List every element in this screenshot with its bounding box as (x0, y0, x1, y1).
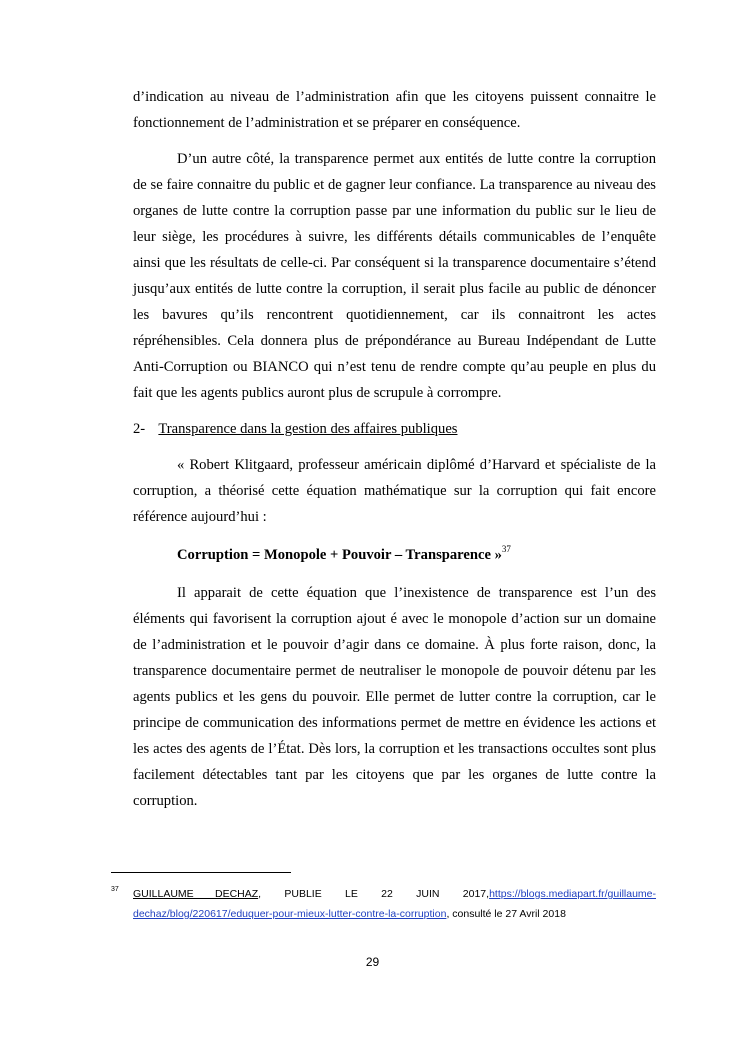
footnote-separator (111, 872, 291, 873)
paragraph-klitgaard-quote: « Robert Klitgaard, professeur américain diplômé d’Harvard et spécialiste de la corruption, a théorisé cette équation mathématique sur la corruption qui fait encore référence aujourd’hui : (133, 457, 656, 525)
corruption-formula (133, 542, 656, 568)
paragraph-equation-analysis: Il apparait de cette équation que l’inexistence de transparence est l’un des éléments qui favorisent la corruption ajout é avec le monopole d’action sur un domaine de l’administration et le pouvoir d’agir dans ce domaine. À plus forte raison, donc, la transparence documentaire permet de neutraliser le monopole de pouvoir détenu par les agents publics et les gens du pouvoir. Elle permet de lutter contre la corruption, car le principe de communication des informations permet de mettre en évidence les actions et les actes des agents de l’État. Dès lors, la corruption et les transactions occultes sont plus facilement détectables tant par les citoyens que par les organes de lutte contre la corruption. (133, 585, 656, 809)
section-number: 2- (133, 421, 146, 437)
footnote-author: GUILLAUME DECHAZ (133, 888, 259, 900)
formula-text: Corruption = Monopole + Pouvoir – Transparence » (177, 547, 502, 563)
footnote-link[interactable]: https://blogs.mediapart.fr/guillaume-dechaz/blog/220617/eduquer-pour-mieux-lutter-contre-la-corruption (133, 888, 656, 920)
section-heading (133, 416, 656, 442)
paragraph-transparency-anticorruption: D’un autre côté, la transparence permet aux entités de lutte contre la corruption de se faire connaitre du public et de gagner leur confiance. La transparence au niveau des organes de lutte contre la corruption passe par une information du public sur le lieu de leur siège, les procédures à suivre, les différents détails communicables de l’enquête ainsi que les résultats de celle-ci. Par conséquent si la transparence documentaire s’étend jusqu’aux entités de lutte contre la corruption, il serait plus facile au public de dénoncer les bavures qu’ils rencontrent quotidiennement, car ils connaitront les actes répréhensibles. Cela donnera plus de prépondérance au Bureau Indépendant de Lutte Anti-Corruption ou BIANCO qui n’est tenu de rendre compte qu’au peuple en plus du fait que les agents publics auront plus de scrupule à corrompre. (133, 151, 656, 401)
footnote-reference[interactable]: 37 (501, 544, 511, 554)
document-body (133, 84, 656, 814)
page-number: 29 (365, 955, 380, 969)
paragraph-continuation: d’indication au niveau de l’administration afin que les citoyens puissent connaitre le fonctionnement de l’administration et se préparer en conséquence. (133, 89, 656, 131)
footnote-published: , PUBLIE LE 22 JUIN 2017, (258, 888, 490, 900)
footnote-marker: 37 (111, 886, 119, 893)
footnote (111, 884, 656, 924)
footnote-consulted: , consulté le 27 Avril 2018 (446, 908, 566, 920)
section-title: Transparence dans la gestion des affaires publiques (158, 421, 458, 437)
footnote-body (133, 884, 656, 924)
